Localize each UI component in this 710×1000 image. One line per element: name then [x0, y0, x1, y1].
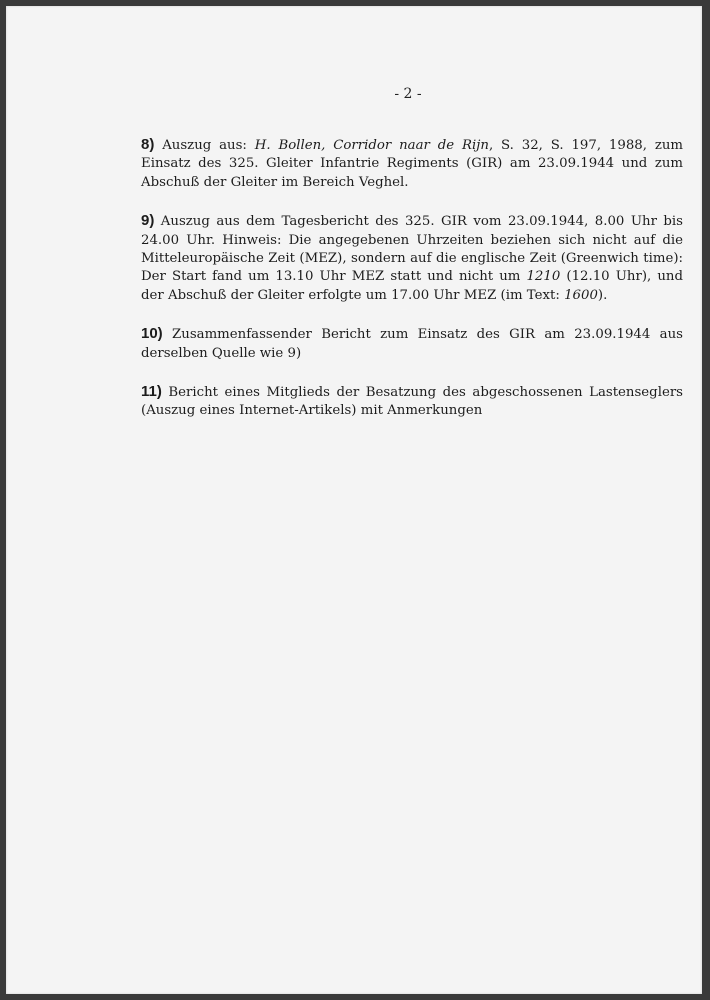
item-citation-italic: H. Bollen, Corridor naar de Rijn: [254, 138, 489, 153]
page-number: - 2 -: [394, 86, 422, 102]
list-item: [141, 136, 683, 192]
list-item: [141, 383, 683, 421]
item-number: 9): [141, 212, 155, 230]
document-body: [141, 136, 683, 441]
list-item: [141, 325, 683, 363]
item-number: 11): [141, 383, 162, 401]
item-number: 10): [141, 325, 163, 343]
item-italic-time: 1210: [526, 269, 561, 285]
item-text: Bericht eines Mitglieds der Besatzung des abgeschossenen Lastenseglers (Auszug eines Internet-Artikels) mit Anmerkungen: [141, 385, 683, 419]
item-text: (12.10 Uhr), und der Abschuß der Gleiter erfolgte um 17.00 Uhr MEZ (im Text:: [141, 269, 683, 303]
document-page: [6, 6, 702, 994]
list-item: [141, 212, 683, 305]
item-number: 8): [141, 136, 155, 153]
item-text: ).: [597, 287, 608, 303]
item-text: Auszug aus:: [154, 138, 255, 153]
item-text: Auszug aus dem Tagesbericht des 325. GIR vom 23.09.1944, 8.00 Uhr bis 24.00 Uhr. Hinweis: Die angegebenen Uhrzeiten beziehen sich nicht auf die Mitteleuropäische Zeit (MEZ), sondern auf die englische Zeit (Greenwich time): Der Start fand um 13.10 Uhr MEZ statt und nicht um: [141, 214, 683, 285]
item-text: , S. 32, S. 197, 1988, zum Einsatz des 325. Gleiter Infantrie Regiments (GIR) am 23.09.1944 und zum Abschuß der Gleiter im Bereich Veghel.: [141, 138, 684, 190]
item-text: Zusammenfassender Bericht zum Einsatz des GIR am 23.09.1944 aus derselben Quelle wie 9): [141, 327, 683, 361]
item-italic-time: 1600: [564, 287, 598, 303]
